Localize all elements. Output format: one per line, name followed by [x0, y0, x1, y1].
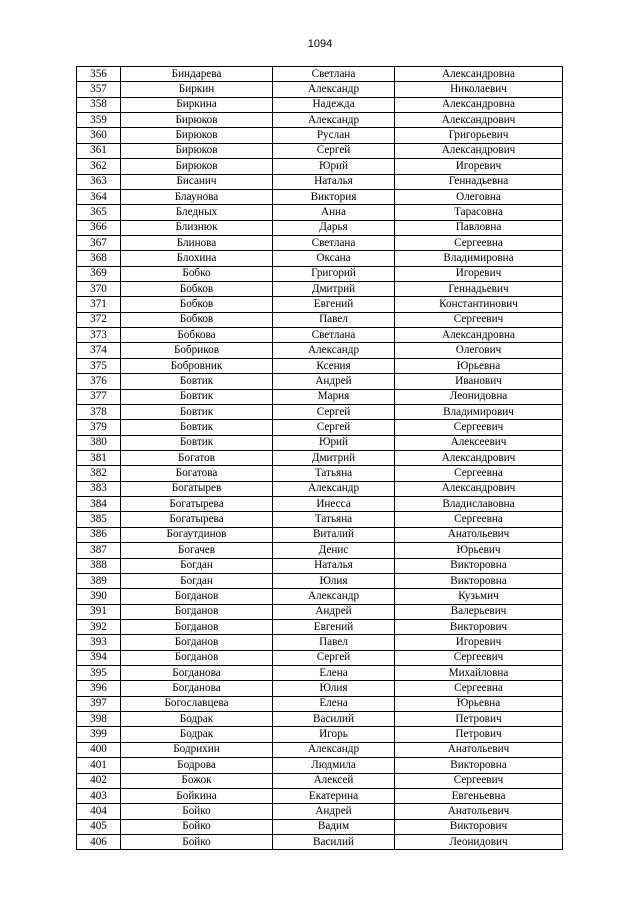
row-number-cell: 392 [77, 619, 121, 634]
first-name-cell: Александр [273, 481, 395, 496]
table-row [77, 389, 563, 404]
table-row [77, 512, 563, 527]
patronymic-cell: Юрьевна [395, 358, 563, 373]
patronymic-cell: Владимировна [395, 251, 563, 266]
first-name-cell: Ксения [273, 358, 395, 373]
patronymic-cell: Павловна [395, 220, 563, 235]
last-name-cell: Блаунова [121, 189, 273, 204]
last-name-cell: Богатова [121, 466, 273, 481]
row-number-cell: 362 [77, 159, 121, 174]
first-name-cell: Павел [273, 635, 395, 650]
first-name-cell: Александр [273, 343, 395, 358]
first-name-cell: Юрий [273, 435, 395, 450]
row-number-cell: 390 [77, 589, 121, 604]
table-row [77, 497, 563, 512]
table-row [77, 67, 563, 82]
last-name-cell: Богдан [121, 558, 273, 573]
last-name-cell: Бойко [121, 804, 273, 819]
last-name-cell: Богданов [121, 619, 273, 634]
patronymic-cell: Петрович [395, 727, 563, 742]
row-number-cell: 383 [77, 481, 121, 496]
table-row [77, 435, 563, 450]
row-number-cell: 404 [77, 804, 121, 819]
row-number-cell: 356 [77, 67, 121, 82]
first-name-cell: Руслан [273, 128, 395, 143]
patronymic-cell: Константинович [395, 297, 563, 312]
row-number-cell: 394 [77, 650, 121, 665]
last-name-cell: Божок [121, 773, 273, 788]
first-name-cell: Сергей [273, 420, 395, 435]
last-name-cell: Бобков [121, 297, 273, 312]
table-row [77, 650, 563, 665]
table-row [77, 235, 563, 250]
row-number-cell: 367 [77, 235, 121, 250]
first-name-cell: Александр [273, 82, 395, 97]
table-row [77, 604, 563, 619]
last-name-cell: Бобко [121, 266, 273, 281]
row-number-cell: 386 [77, 527, 121, 542]
first-name-cell: Юлия [273, 681, 395, 696]
first-name-cell: Евгений [273, 297, 395, 312]
row-number-cell: 398 [77, 712, 121, 727]
last-name-cell: Биркин [121, 82, 273, 97]
row-number-cell: 373 [77, 328, 121, 343]
last-name-cell: Богаутдинов [121, 527, 273, 542]
first-name-cell: Юрий [273, 159, 395, 174]
last-name-cell: Богатов [121, 450, 273, 465]
table-row [77, 481, 563, 496]
table-row [77, 159, 563, 174]
last-name-cell: Богданов [121, 635, 273, 650]
first-name-cell: Татьяна [273, 512, 395, 527]
last-name-cell: Блохина [121, 251, 273, 266]
first-name-cell: Дмитрий [273, 450, 395, 465]
last-name-cell: Блинова [121, 235, 273, 250]
last-name-cell: Биндарева [121, 67, 273, 82]
last-name-cell: Богдан [121, 573, 273, 588]
table-row [77, 742, 563, 757]
patronymic-cell: Сергеевна [395, 512, 563, 527]
row-number-cell: 385 [77, 512, 121, 527]
roster-table [76, 66, 563, 850]
table-row [77, 189, 563, 204]
patronymic-cell: Кузьмич [395, 589, 563, 604]
last-name-cell: Бойкина [121, 788, 273, 803]
last-name-cell: Бодрак [121, 712, 273, 727]
row-number-cell: 368 [77, 251, 121, 266]
table-row [77, 466, 563, 481]
table-row [77, 758, 563, 773]
patronymic-cell: Иванович [395, 374, 563, 389]
patronymic-cell: Викторович [395, 619, 563, 634]
first-name-cell: Анна [273, 205, 395, 220]
row-number-cell: 384 [77, 497, 121, 512]
table-row [77, 619, 563, 634]
last-name-cell: Бобриков [121, 343, 273, 358]
row-number-cell: 402 [77, 773, 121, 788]
row-number-cell: 397 [77, 696, 121, 711]
last-name-cell: Бойко [121, 834, 273, 849]
patronymic-cell: Владиславовна [395, 497, 563, 512]
row-number-cell: 380 [77, 435, 121, 450]
row-number-cell: 382 [77, 466, 121, 481]
row-number-cell: 395 [77, 666, 121, 681]
patronymic-cell: Юрьевна [395, 696, 563, 711]
first-name-cell: Павел [273, 312, 395, 327]
last-name-cell: Бовтик [121, 404, 273, 419]
row-number-cell: 369 [77, 266, 121, 281]
last-name-cell: Богатырева [121, 497, 273, 512]
table-row [77, 205, 563, 220]
row-number-cell: 401 [77, 758, 121, 773]
table-row [77, 113, 563, 128]
patronymic-cell: Александрович [395, 450, 563, 465]
table-row [77, 696, 563, 711]
first-name-cell: Василий [273, 712, 395, 727]
row-number-cell: 370 [77, 282, 121, 297]
page-number: 1094 [307, 38, 333, 50]
row-number-cell: 366 [77, 220, 121, 235]
table-row [77, 773, 563, 788]
table-row [77, 343, 563, 358]
table-row [77, 558, 563, 573]
first-name-cell: Наталья [273, 174, 395, 189]
patronymic-cell: Геннадьевич [395, 282, 563, 297]
first-name-cell: Наталья [273, 558, 395, 573]
table-row [77, 635, 563, 650]
table-row [77, 573, 563, 588]
table-row [77, 266, 563, 281]
patronymic-cell: Владимирович [395, 404, 563, 419]
patronymic-cell: Валерьевич [395, 604, 563, 619]
last-name-cell: Бодрова [121, 758, 273, 773]
table-row [77, 450, 563, 465]
row-number-cell: 358 [77, 97, 121, 112]
patronymic-cell: Леонидович [395, 834, 563, 849]
last-name-cell: Бирюков [121, 143, 273, 158]
roster-table-body [77, 67, 563, 850]
table-row [77, 712, 563, 727]
table-row [77, 374, 563, 389]
patronymic-cell: Григорьевич [395, 128, 563, 143]
last-name-cell: Богославцева [121, 696, 273, 711]
table-row [77, 174, 563, 189]
first-name-cell: Светлана [273, 67, 395, 82]
patronymic-cell: Игоревич [395, 159, 563, 174]
patronymic-cell: Сергеевич [395, 773, 563, 788]
patronymic-cell: Николаевич [395, 82, 563, 97]
table-row [77, 97, 563, 112]
patronymic-cell: Сергеевна [395, 235, 563, 250]
last-name-cell: Бледных [121, 205, 273, 220]
row-number-cell: 374 [77, 343, 121, 358]
row-number-cell: 372 [77, 312, 121, 327]
patronymic-cell: Тарасовна [395, 205, 563, 220]
row-number-cell: 365 [77, 205, 121, 220]
patronymic-cell: Юрьевич [395, 543, 563, 558]
row-number-cell: 379 [77, 420, 121, 435]
row-number-cell: 399 [77, 727, 121, 742]
first-name-cell: Андрей [273, 604, 395, 619]
table-row [77, 251, 563, 266]
last-name-cell: Бирюков [121, 159, 273, 174]
patronymic-cell: Алексеевич [395, 435, 563, 450]
table-row [77, 834, 563, 849]
last-name-cell: Бовтик [121, 389, 273, 404]
row-number-cell: 371 [77, 297, 121, 312]
row-number-cell: 364 [77, 189, 121, 204]
first-name-cell: Светлана [273, 328, 395, 343]
row-number-cell: 360 [77, 128, 121, 143]
first-name-cell: Елена [273, 696, 395, 711]
first-name-cell: Сергей [273, 650, 395, 665]
patronymic-cell: Олеговна [395, 189, 563, 204]
table-row [77, 82, 563, 97]
patronymic-cell: Александровна [395, 97, 563, 112]
patronymic-cell: Михайловна [395, 666, 563, 681]
patronymic-cell: Анатольевич [395, 742, 563, 757]
last-name-cell: Биркина [121, 97, 273, 112]
last-name-cell: Бирюков [121, 113, 273, 128]
first-name-cell: Сергей [273, 143, 395, 158]
last-name-cell: Бобкова [121, 328, 273, 343]
row-number-cell: 389 [77, 573, 121, 588]
last-name-cell: Бодрак [121, 727, 273, 742]
last-name-cell: Богданов [121, 604, 273, 619]
first-name-cell: Инесса [273, 497, 395, 512]
patronymic-cell: Евгеньевна [395, 788, 563, 803]
patronymic-cell: Викторовна [395, 573, 563, 588]
last-name-cell: Бобков [121, 312, 273, 327]
table-row [77, 143, 563, 158]
first-name-cell: Александр [273, 589, 395, 604]
first-name-cell: Екатерина [273, 788, 395, 803]
row-number-cell: 376 [77, 374, 121, 389]
last-name-cell: Бовтик [121, 374, 273, 389]
row-number-cell: 396 [77, 681, 121, 696]
first-name-cell: Евгений [273, 619, 395, 634]
first-name-cell: Василий [273, 834, 395, 849]
table-row [77, 543, 563, 558]
row-number-cell: 357 [77, 82, 121, 97]
table-row [77, 404, 563, 419]
last-name-cell: Богданова [121, 681, 273, 696]
patronymic-cell: Геннадьевна [395, 174, 563, 189]
last-name-cell: Бовтик [121, 435, 273, 450]
table-row [77, 819, 563, 834]
patronymic-cell: Сергеевна [395, 466, 563, 481]
table-row [77, 297, 563, 312]
last-name-cell: Бирюков [121, 128, 273, 143]
table-row [77, 527, 563, 542]
table-row [77, 589, 563, 604]
patronymic-cell: Александрович [395, 143, 563, 158]
table-row [77, 420, 563, 435]
first-name-cell: Александр [273, 113, 395, 128]
last-name-cell: Бойко [121, 819, 273, 834]
row-number-cell: 388 [77, 558, 121, 573]
patronymic-cell: Александровна [395, 328, 563, 343]
first-name-cell: Виталий [273, 527, 395, 542]
patronymic-cell: Петрович [395, 712, 563, 727]
row-number-cell: 403 [77, 788, 121, 803]
table-row [77, 282, 563, 297]
table-row [77, 358, 563, 373]
first-name-cell: Оксана [273, 251, 395, 266]
row-number-cell: 381 [77, 450, 121, 465]
patronymic-cell: Сергеевич [395, 650, 563, 665]
patronymic-cell: Леонидовна [395, 389, 563, 404]
table-row [77, 666, 563, 681]
first-name-cell: Мария [273, 389, 395, 404]
first-name-cell: Татьяна [273, 466, 395, 481]
table-row [77, 788, 563, 803]
last-name-cell: Бодрихин [121, 742, 273, 757]
row-number-cell: 377 [77, 389, 121, 404]
patronymic-cell: Анатольевич [395, 804, 563, 819]
first-name-cell: Андрей [273, 804, 395, 819]
first-name-cell: Дарья [273, 220, 395, 235]
table-row [77, 804, 563, 819]
patronymic-cell: Сергеевна [395, 681, 563, 696]
row-number-cell: 363 [77, 174, 121, 189]
first-name-cell: Алексей [273, 773, 395, 788]
first-name-cell: Людмила [273, 758, 395, 773]
row-number-cell: 378 [77, 404, 121, 419]
table-row [77, 312, 563, 327]
row-number-cell: 393 [77, 635, 121, 650]
first-name-cell: Вадим [273, 819, 395, 834]
patronymic-cell: Сергеевич [395, 420, 563, 435]
last-name-cell: Богатырева [121, 512, 273, 527]
last-name-cell: Богданов [121, 650, 273, 665]
row-number-cell: 359 [77, 113, 121, 128]
table-row [77, 727, 563, 742]
patronymic-cell: Викторовна [395, 558, 563, 573]
last-name-cell: Богатырев [121, 481, 273, 496]
first-name-cell: Сергей [273, 404, 395, 419]
row-number-cell: 391 [77, 604, 121, 619]
patronymic-cell: Александрович [395, 113, 563, 128]
first-name-cell: Светлана [273, 235, 395, 250]
last-name-cell: Богданова [121, 666, 273, 681]
patronymic-cell: Игоревич [395, 266, 563, 281]
table-row [77, 220, 563, 235]
first-name-cell: Григорий [273, 266, 395, 281]
last-name-cell: Бовтик [121, 420, 273, 435]
first-name-cell: Александр [273, 742, 395, 757]
first-name-cell: Денис [273, 543, 395, 558]
last-name-cell: Близнюк [121, 220, 273, 235]
first-name-cell: Андрей [273, 374, 395, 389]
last-name-cell: Бисанич [121, 174, 273, 189]
last-name-cell: Богданов [121, 589, 273, 604]
patronymic-cell: Александровна [395, 67, 563, 82]
first-name-cell: Елена [273, 666, 395, 681]
patronymic-cell: Игоревич [395, 635, 563, 650]
last-name-cell: Бобровник [121, 358, 273, 373]
row-number-cell: 406 [77, 834, 121, 849]
row-number-cell: 387 [77, 543, 121, 558]
first-name-cell: Дмитрий [273, 282, 395, 297]
last-name-cell: Богачев [121, 543, 273, 558]
patronymic-cell: Викторович [395, 819, 563, 834]
last-name-cell: Бобков [121, 282, 273, 297]
first-name-cell: Юлия [273, 573, 395, 588]
first-name-cell: Надежда [273, 97, 395, 112]
first-name-cell: Игорь [273, 727, 395, 742]
row-number-cell: 361 [77, 143, 121, 158]
row-number-cell: 375 [77, 358, 121, 373]
patronymic-cell: Александрович [395, 481, 563, 496]
table-row [77, 128, 563, 143]
row-number-cell: 405 [77, 819, 121, 834]
table-row [77, 328, 563, 343]
patronymic-cell: Викторовна [395, 758, 563, 773]
table-row [77, 681, 563, 696]
first-name-cell: Виктория [273, 189, 395, 204]
patronymic-cell: Олегович [395, 343, 563, 358]
patronymic-cell: Сергеевич [395, 312, 563, 327]
patronymic-cell: Анатольевич [395, 527, 563, 542]
row-number-cell: 400 [77, 742, 121, 757]
